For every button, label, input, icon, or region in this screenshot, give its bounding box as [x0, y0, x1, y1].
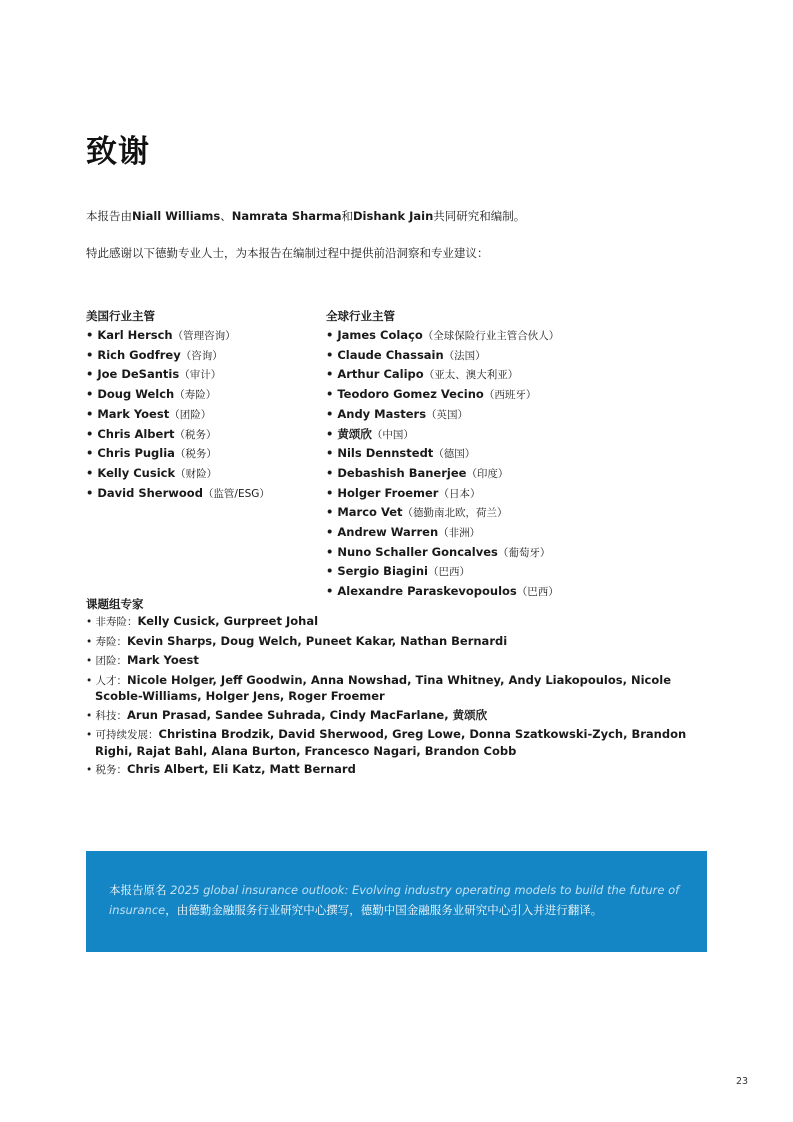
person-role: （非洲）: [438, 527, 481, 540]
translation-note-box: [86, 851, 707, 952]
list-item: [86, 727, 711, 759]
person-name: • Kelly Cusick: [86, 465, 176, 480]
expert-topic: • 团险：: [86, 655, 128, 667]
team-experts-section: [86, 596, 711, 782]
person-name: • Holger Froemer: [326, 485, 439, 500]
list-item: [326, 523, 559, 543]
person-name: • Chris Albert: [86, 426, 175, 441]
list-item: [326, 385, 559, 405]
expert-people: Arun Prasad, Sandee Suhrada, Cindy MacFarlane, 黄颂欣: [127, 707, 488, 722]
person-role: （葡萄牙）: [497, 546, 551, 559]
global-leaders-heading: 全球行业主管: [326, 309, 395, 323]
person-role: （德国）: [433, 448, 476, 461]
list-item: [86, 464, 270, 484]
person-name: • Claude Chassain: [326, 347, 444, 362]
page-number: 23: [736, 1076, 749, 1087]
expert-topic: • 科技：: [86, 709, 128, 722]
person-name: • Nils Dennstedt: [326, 446, 434, 461]
list-item: [86, 673, 711, 705]
person-role: （审计）: [179, 369, 222, 382]
person-name: • Chris Puglia: [86, 446, 175, 461]
list-item: [86, 762, 711, 779]
intro-separator: 、: [220, 209, 232, 223]
us-leaders-section: [86, 308, 270, 503]
list-item: [326, 425, 559, 445]
expert-people: Mark Yoest: [127, 653, 199, 667]
person-name: • Joe DeSantis: [86, 367, 180, 382]
list-item: [326, 346, 559, 366]
us-leaders-heading: 美国行业主管: [86, 309, 155, 323]
person-name: • Sergio Biagini: [326, 564, 428, 579]
list-item: [86, 634, 711, 651]
list-item: [86, 346, 270, 366]
person-name: • Doug Welch: [86, 387, 175, 402]
list-item: [86, 405, 270, 425]
global-leaders-list: [326, 326, 559, 602]
expert-topic: • 税务：: [86, 764, 128, 776]
expert-people: Christina Brodzik, David Sherwood, Greg Lowe, Donna Szatkowski-Zych, Brandon Righi, Rajat Bahl, Alana Burton, Francesco Nagari, Brandon Cobb: [95, 727, 687, 758]
team-experts-list: [86, 614, 711, 779]
person-role: （全球保险行业主管合伙人）: [422, 330, 560, 342]
person-role: （亚太、澳大利亚）: [423, 369, 519, 382]
team-experts-heading: 课题组专家: [86, 597, 144, 611]
person-role: （中国）: [371, 428, 414, 441]
person-role: （巴西）: [516, 586, 559, 599]
person-role: （西班牙）: [483, 389, 537, 402]
person-name: • Marco Vet: [326, 505, 403, 520]
person-role: （巴西）: [427, 566, 470, 579]
person-role: （德勤南北欧，荷兰）: [402, 507, 508, 520]
expert-people: Kevin Sharps, Doug Welch, Puneet Kakar, Nathan Bernardi: [127, 633, 508, 648]
list-item: [86, 708, 711, 725]
person-role: （咨询）: [180, 349, 223, 362]
expert-topic: • 非寿险：: [86, 616, 138, 628]
person-role: （团险）: [169, 408, 212, 421]
list-item: [326, 326, 559, 346]
person-role: （日本）: [438, 487, 481, 500]
global-leaders-section: [326, 308, 559, 602]
person-name: • Alexandre Paraskevopoulos: [326, 584, 517, 599]
note-prefix: 本报告原名: [109, 883, 171, 897]
us-leaders-list: [86, 326, 270, 503]
intro-thanks: 特此感谢以下德勤专业人士，为本报告在编制过程中提供前沿洞察和专业建议：: [86, 246, 489, 260]
expert-topic: • 可持续发展：: [86, 729, 159, 741]
person-role: （管理咨询）: [172, 330, 236, 342]
list-item: [86, 365, 270, 385]
author-name: Niall Williams: [132, 209, 221, 223]
list-item: [326, 365, 559, 385]
page-title: 致谢: [86, 134, 150, 170]
person-name: • Arthur Calipo: [326, 367, 424, 382]
person-role: （寿险）: [174, 389, 217, 402]
person-role: （财险）: [175, 467, 218, 480]
intro-suffix: 共同研究和编制。: [433, 209, 526, 223]
list-item: [326, 562, 559, 582]
list-item: [86, 326, 270, 346]
author-name: Dishank Jain: [352, 209, 434, 223]
expert-people: Kelly Cusick, Gurpreet Johal: [137, 614, 319, 628]
intro-separator: 和: [341, 209, 353, 223]
list-item: [86, 385, 270, 405]
person-name: • 黄颂欣: [326, 426, 372, 441]
list-item: [86, 614, 711, 631]
original-report-title: 2025 global insurance outlook: Evolving industry operating models to build the future of insurance: [109, 883, 680, 917]
list-item: [326, 484, 559, 504]
list-item: [326, 405, 559, 425]
person-role: （英国）: [426, 408, 469, 421]
expert-topic: • 寿险：: [86, 635, 128, 648]
person-role: （税务）: [174, 448, 217, 461]
person-role: （法国）: [443, 349, 486, 362]
list-item: [326, 543, 559, 563]
expert-people: Nicole Holger, Jeff Goodwin, Anna Nowshad, Tina Whitney, Andy Liakopoulos, Nicole Scoble-Williams, Holger Jens, Roger Froemer: [95, 672, 671, 703]
person-role: （印度）: [466, 467, 509, 480]
intro-authors: [86, 208, 525, 224]
list-item: [86, 484, 270, 504]
author-name: Namrata Sharma: [231, 209, 342, 223]
person-name: • Rich Godfrey: [86, 347, 181, 362]
list-item: [86, 653, 711, 670]
list-item: [326, 464, 559, 484]
list-item: [326, 444, 559, 464]
person-name: • Nuno Schaller Goncalves: [326, 544, 498, 559]
note-suffix: ，由德勤金融服务行业研究中心撰写，德勤中国金融服务业研究中心引入并进行翻译。: [165, 903, 603, 917]
list-item: [86, 444, 270, 464]
intro-prefix: 本报告由: [86, 209, 132, 223]
expert-people: Chris Albert, Eli Katz, Matt Bernard: [127, 762, 356, 776]
person-name: • James Colaço: [326, 328, 423, 342]
person-name: • Andrew Warren: [326, 525, 439, 540]
person-name: • Andy Masters: [326, 406, 427, 421]
person-name: • Teodoro Gomez Vecino: [326, 387, 484, 402]
expert-topic: • 人才：: [86, 674, 128, 687]
list-item: [326, 503, 559, 523]
person-name: • Debashish Banerjee: [326, 465, 467, 480]
person-name: • Mark Yoest: [86, 406, 170, 421]
person-role: （监管/ESG）: [202, 487, 270, 500]
person-name: • David Sherwood: [86, 485, 203, 500]
person-role: （税务）: [174, 428, 217, 441]
list-item: [86, 425, 270, 445]
person-name: • Karl Hersch: [86, 328, 173, 342]
